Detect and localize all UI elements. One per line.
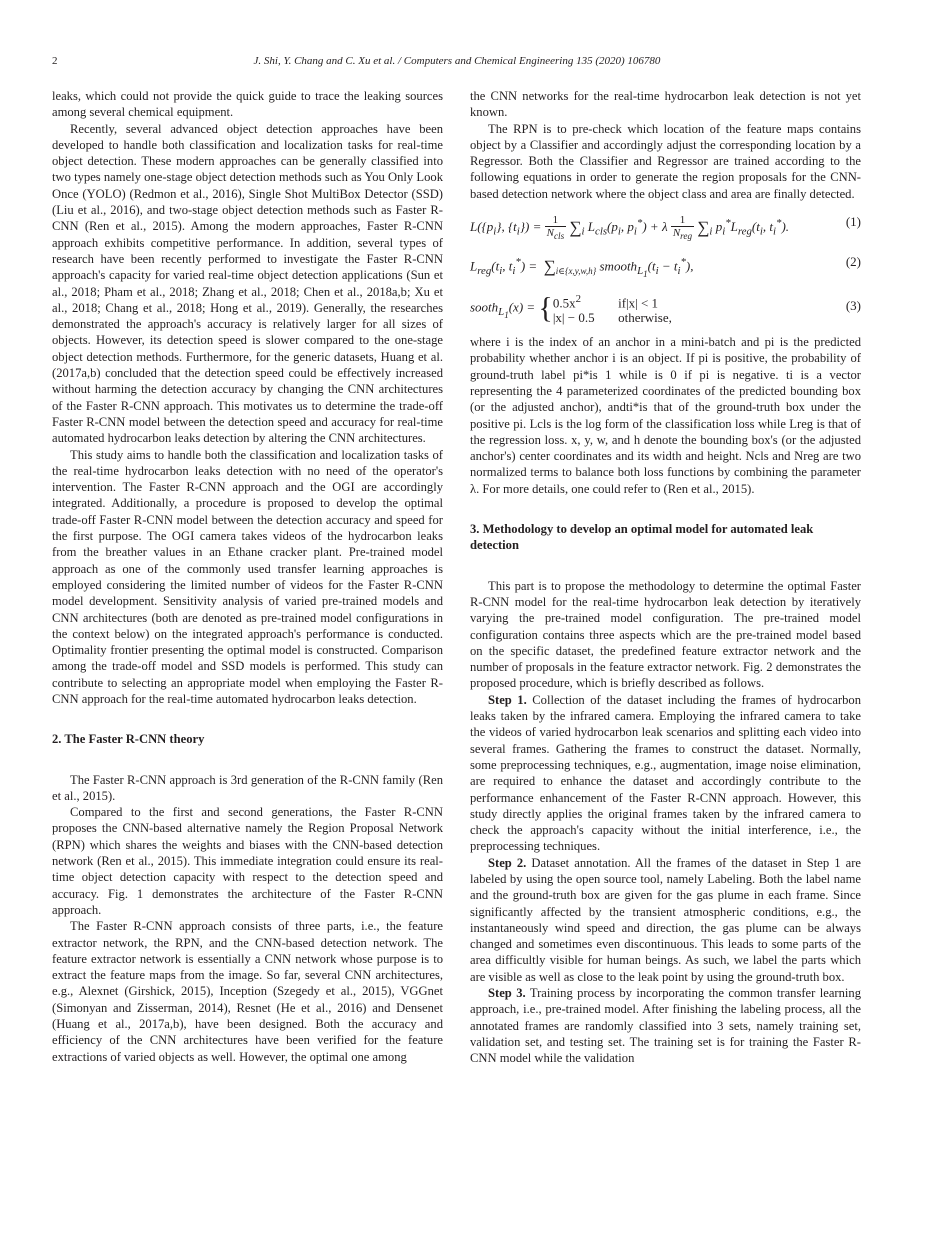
step-text: Training process by incorporating the common transfer learning approach, i.e., pre-trained model. After finishing the labeling process, all the annotated frames are randomly classified into 3 sets, namely training set, validation set, and testing set. The training set is for training the Faster R-CNN model while the validation	[470, 986, 862, 1066]
page-header	[52, 55, 862, 71]
paragraph	[470, 985, 861, 1066]
paragraph: leaks, which could not provide the quick guide to trace the leaking sources among several chemical equipment.	[52, 89, 443, 120]
paragraph: This study aims to handle both the classification and localization tasks of the real-time hydrocarbon leaks detection with no need of the operator's intervention. The Faster R-CNN approach and the OGI are accordingly integrated. Additionally, a procedure is proposed to develop the optimal trade-off Faster R-CNN model between the detection accuracy and speed for the first purpose. The OGI camera takes videos of the hydrocarbon leaks from the breather values in an Ethane cracker plant. Pre-trained model approach as one of the commonly used transfer learning approaches is employed considering the limited number of videos for the Faster R-CNN model development. Sensitivity analysis of varied pre-trained models and CNN architectures (both are denoted as pre-trained model configurations in the context below) on the integrated approach's performance is conducted. Optimality frontier presenting the optimal model is constructed. Comparison among the trade-off model and SSD models is performed. This study can contribute to selecting an appropriate model when employing the Faster R-CNN approach for the real-time automated hydrocarbon leaks detection.	[52, 447, 443, 706]
step-text: Dataset annotation. All the frames of the dataset in Step 1 are labeled by using the open source tool, namely Labeling. Both the label name and the ground-truth box are given for the gas plume in each frame. Since significantly affected by the transient atmospheric conditions, e.g., the instantaneously wind speed and direction, the gas plume can be always changed and sometimes even discontinuous. This leads to some parts of the area difficultly visible for human beings. As such, we label the parts which are visible as well as close to the leak point by using the ground-truth box.	[470, 855, 861, 984]
paragraph: the CNN networks for the real-time hydrocarbon leak detection is not yet known.	[470, 89, 861, 120]
section-heading: 2. The Faster R-CNN theory	[52, 732, 205, 747]
step-text: Collection of the dataset including the frames of hydrocarbon leaks taken by the infrared camera. Employing the infrared camera to take the videos of varied hydrocarbon leak scenarios and splitting each video into several frames. Gathering the frames to construct the dataset. Normally, some preprocessing techniques, e.g., augmentation, image noise elimination, are required to enhance the dataset and accordingly contribute to the performance enhancement of the Faster R-CNN approach. However, this study directly applies the original frames taken by the infrared camera to check the approach's capacity without the initial interference, i.e., the preprocessing techniques.	[470, 692, 861, 854]
paragraph	[470, 692, 861, 855]
paragraph: The RPN is to pre-check which location of the feature maps contains object by a Classifier and accordingly adjust the corresponding location by a Regressor. Both the Classifier and Regressor are trained according to the following equations in order to generate the region proposals for the CNN-based detection network where the object class and area are finally detected.	[470, 121, 861, 201]
step-label: Step 1.	[488, 692, 527, 707]
paragraph: The Faster R-CNN approach consists of three parts, i.e., the feature extractor network, the RPN, and the CNN-based detection network. The feature extractor network is essentially a CNN network whose purpose is to extract the feature maps from the image. So far, several CNN architectures, e.g., Alexnet (Girshick, 2015), Inception (Szegedy et al., 2015), VGGnet (Simonyan and Zisserman, 2014), Resnet (He et al., 2016) and Densenet (Huang et al., 2017a,b), have been designed. Both the accuracy and efficiency of the CNN architectures have been verified for the feature extractions of varied objects as well. However, the optimal one among	[52, 919, 443, 1064]
step-label: Step 3.	[488, 986, 526, 1001]
equation-1-body: $L(\{p_i\}$, $\{t_i\}$) = $\frac{1}{N_{cls}}$ $\sum_i$ $L_{cls}(p_i$, $p_i^*) + \lambda$ $\frac{1}{N_{reg}}$ $\sum_i$ $p_i^*L_{reg}(t_i$, $t_i^*$).	[470, 214, 790, 242]
equation-1-number: (1)	[845, 214, 861, 230]
page-number: 2	[52, 55, 58, 67]
paragraph	[470, 855, 861, 985]
step-label: Step 2.	[488, 855, 527, 870]
running-head: J. Shi, Y. Chang and C. Xu et al. / Computers and Chemical Engineering 135 (2020) 106780	[253, 55, 661, 67]
equation-3-body: sooth$_{L_1}$(x) = {$0.5x^2$ if|x| < 1 |x| − 0.5 otherwise,	[470, 291, 672, 326]
paragraph: This part is to propose the methodology to determine the optimal Faster R-CNN model for the real-time hydrocarbon leak detection by iteratively varying the pre-trained model configuration. The pre-trained model configuration contains three aspects which are the pre-trained model based on the specific dataset, the predefined feature extractor network and the number of proposals in the feature extractor network. Fig. 2 demonstrates the proposed procedure, which is briefly described as follows.	[470, 578, 861, 691]
equation-3	[470, 290, 861, 334]
right-column	[470, 88, 861, 1067]
paragraph: where i is the index of an anchor in a mini-batch and pi is the predicted probability whether anchor i is an object. If pi is positive, the probability of ground-truth label pi*is 1 while is 0 if pi is negative. ti is a vector representing the 4 parameterized coordinates of the predicted bounding box (or the adjusted anchor), andti*is that of the ground-truth box under the positive pi. Lcls is the log form of the classification loss while Lreg is that of the regression loss. x, y, w, and h denote the bounding box's (or the adjusted anchor's) center coordinates and its width and height. Ncls and Nreg are two normalized terms to balance both loss functions by combining the parameter λ. For more details, one could refer to (Ren et al., 2015).	[470, 335, 861, 496]
equation-2-number: (2)	[845, 254, 861, 270]
paragraph: Compared to the first and second generations, the Faster R-CNN proposes the CNN-based alternative namely the Region Proposal Network (RPN) which shares the weights and biases with the CNN-based detection network (Ren et al., 2015). This immediate integration could ensure its real-time object detection capacity with respect to the detection speed and accuracy. Fig. 1 demonstrates the architecture of the Faster R-CNN approach.	[52, 805, 443, 917]
section-heading: 3. Methodology to develop an optimal model for automated leak detection	[470, 522, 814, 553]
equation-2	[470, 246, 861, 290]
paragraph: Recently, several advanced object detection approaches have been developed to handle both classification and localization tasks for real-time object detection. These modern approaches can be generally classified into two types namely one-stage object detection methods such as You Only Look Once (YOLO) (Redmon et al., 2016), Single Shot MultiBox Detector (SSD) (Liu et al., 2016), and two-stage object detection methods such as Faster R-CNN (Ren et al., 2015). Among the modern approaches, Faster R-CNN approach exhibits competitive performance. In addition, several types of research have been recently performed to investigate the Faster R-CNN approach's capacity for varied real-time object detection applications (Sun et al., 2018; Pham et al., 2018; Zhang et al., 2018; Chen et al., 2018a,b; Xu et al., 2018; Chang et al., 2018; Hong et al., 2019). Generally, the researches demonstrated the approach's accuracy is relatively larger for all sizes of objects. However, its detection speed is slower compared to the one-stage object detection methods. Furthermore, for the generic datasets, Huang et al. (2017a,b) concluded that the detection speed could be effectively increased without harming the detection accuracy by changing the CNN architectures of the Faster R-CNN approach. This motivates us to determine the trade-off Faster R-CNN model between the detection speed and accuracy for real-time automated hydrocarbon leaks detection by altering the CNN architectures.	[52, 121, 443, 446]
equation-2-body: $L_{reg}(t_i$, $t_i^*) = \sum_{i\in\{x,y,w,h\}}$ $smooth_{L_1}(t_i - t_i^*)$,	[470, 256, 694, 280]
left-column	[52, 88, 443, 1065]
equation-3-number: (3)	[845, 298, 861, 314]
equation-1	[470, 206, 861, 246]
paragraph: The Faster R-CNN approach is 3rd generation of the R-CNN family (Ren et al., 2015).	[52, 772, 443, 803]
